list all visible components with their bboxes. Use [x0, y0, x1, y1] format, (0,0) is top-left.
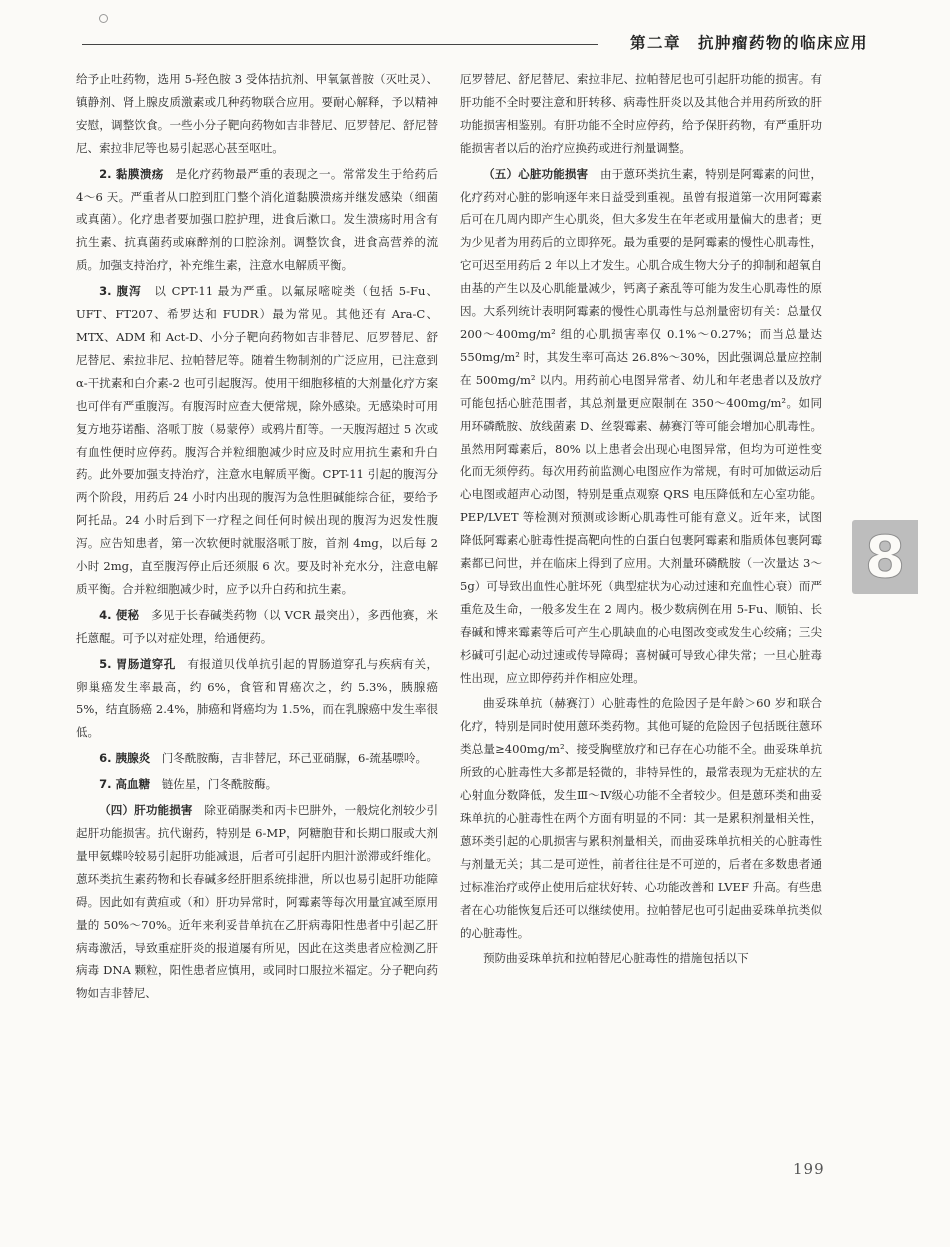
- running-header: [82, 31, 868, 55]
- section-heading: 6. 胰腺炎: [99, 751, 151, 766]
- paragraph: 预防曲妥珠单抗和拉帕替尼心脏毒性的措施包括以下: [483, 951, 749, 966]
- page-number: 199: [793, 1160, 825, 1178]
- header-rule: [82, 44, 598, 45]
- chapter-title: 第二章 抗肿瘤药物的临床应用: [629, 34, 868, 52]
- section-heading: 4. 便秘: [99, 607, 140, 622]
- section-body: 链佐星，门冬酰胺酶。: [161, 777, 278, 792]
- chapter-number: 8: [864, 523, 906, 591]
- section-body: 由于蒽环类抗生素，特别是阿霉素的问世，化疗药对心脏的影响逐年来日益受到重视。虽曾有报道第一次用阿霉素后可在几周内即产生心肌炎，但大多发生在年老或用量偏大的患者；更为少见者为用药后的立即猝死。最为重要的是阿霉素的慢性心肌毒性，它可迟至用药后 2 年以上才发生。心肌合成生物大分子的抑制和超氧自由基的产生以及心肌能量减少，钙离子紊乱等可能为发生心肌毒性的原因。大系列统计表明阿霉素的慢性心肌毒性与总剂量密切有关：总量仅 200～400mg/m² 组的心肌损害率仅 0.1%～0.27%；而当总量达 550mg/m² 时，其发生率可高达 26.8%～30%，因此强调总量应控制在 500mg/m² 以内。用药前心电图异常者、幼儿和年老患者以及放疗可能包括心脏范围者，其总剂量更应限制在 350～400mg/m²。如同用环磷酰胺、放线菌素 D、丝裂霉素、赫赛汀等可能会增加心肌毒性。虽然用阿霉素后，80% 以上患者会出现心电图异常，但均为可逆性变化而无须停药。每次用药前监测心电图应作为常规，有时可加做运动后心电图或超声心动图，特别是重点观察 QRS 电压降低和左心室功能。PEP/LVET 等检测对预测或诊断心肌毒性可能有意义。近年来，试图降低阿霉素心脏毒性提高靶向性的白蛋白包裹阿霉素和脂质体包裹阿霉素都已问世，并在临床上得到了应用。大剂量环磷酰胺（一次量达 3～5g）可导致出血性心脏坏死（典型症状为心动过速和充血性心衰）而严重危及生命，一般多发生在 2 周内。极少数病例在用 5-Fu、顺铂、长春碱和博来霉素等后可产生心肌缺血的心电图改变或发生心绞痛；三尖杉碱可引起心动过速或传导障碍；喜树碱可导致心律失常；一旦心脏毒性出现，应立即停药并作相应处理。: [460, 166, 823, 685]
- section-body: 除亚硝脲类和丙卡巴肼外，一般烷化剂较少引起肝功能损害。抗代谢药，特别是 6-MP，阿糖胞苷和长期口服或大剂量甲氨蝶呤较易引起肝功能减退，后者可引起肝内胆汁淤滞或纤维化。蒽环类抗生素药物和长春碱多经肝胆系统排泄，所以也易引起肝功能障碍。因此如有黄疸或（和）肝功异常时，阿霉素等每次用量宜减至原用量的 50%～70%。近年来利妥昔单抗在乙肝病毒阳性患者中引起乙肝病毒激活，导致重症肝炎的报道屡有所见，因此在这类患者应检测乙肝病毒 DNA 颗粒，阳性患者应慎用，或同时口服拉米福定。分子靶向药物如吉非替尼、: [76, 803, 439, 1001]
- section-body: 有报道贝伐单抗引起的胃肠道穿孔与疾病有关，卵巢癌发生率最高，约 6%，食管和胃癌次之，约 5.3%，胰腺癌 5%，结直肠癌 2.4%，肺癌和肾癌均为 1.5%，而在乳腺癌中发生率很低。: [76, 656, 439, 740]
- section-heading: （四）肝功能损害: [99, 803, 193, 818]
- section-heading: 7. 高血糖: [99, 777, 151, 792]
- section-cardiac-damage: [460, 163, 822, 690]
- section-heading: 5. 胃肠道穿孔: [99, 656, 176, 671]
- section-body: 以 CPT-11 最为严重。以氟尿嘧啶类（包括 5-Fu、UFT、FT207、希罗达和 FUDR）最为常见。其他还有 Ara-C、MTX、ADM 和 Act-D、小分子靶向药物如吉非替尼、厄罗替尼、舒尼替尼、索拉非尼、拉帕替尼等。随着生物制剂的广泛应用，已注意到 α-干扰素和白介素-2 也可引起腹泻。使用干细胞移植的大剂量化疗方案也可伴有严重腹泻。有腹泻时应查大便常规，除外感染。无感染时可用复方地芬诺酯、洛哌丁胺（易蒙停）或鸦片酊等。一天腹泻超过 5 次或有血性便时应停药。腹泻合并粒细胞减少时应及时应用抗生素和升白药。此外要加强支持治疗，注意水电解质平衡。CPT-11 引起的腹泻分两个阶段，用药后 24 小时内出现的腹泻为急性胆碱能综合征，要给予阿托品。24 小时后到下一疗程之间任何时候出现的腹泻为迟发性腹泻。应告知患者，第一次软便时就服洛哌丁胺，首剂 4mg，以后每 2 小时 2mg，直至腹泻停止后还须服 6 次。要及时补充水分，注意电解质平衡。合并粒细胞减少时，应予以升白药和抗生素。: [76, 284, 439, 596]
- right-column: [460, 68, 822, 970]
- section-heading: 3. 腹泻: [99, 284, 142, 299]
- paragraph: 给予止吐药物，选用 5-羟色胺 3 受体拮抗剂、甲氧氯普胺（灭吐灵）、镇静剂、肾上腺皮质激素或几种药物联合应用。要耐心解释，予以精神安慰，调整饮食。一些小分子靶向药物如吉非替尼、厄罗替尼、舒尼替尼、索拉非尼等也易引起恶心甚至呕吐。: [76, 72, 438, 155]
- chapter-thumb-tab: [852, 520, 918, 594]
- paragraph: 厄罗替尼、舒尼替尼、索拉非尼、拉帕替尼也可引起肝功能的损害。有肝功能不全时要注意和肝转移、病毒性肝炎以及其他合并用药所致的肝功能损害相鉴别。有肝功能不全时应停药，给予保肝药物，有严重肝功能损害者以后的治疗应换药或进行剂量调整。: [460, 72, 822, 155]
- section-mucositis: [76, 163, 438, 278]
- section-diarrhea: [76, 280, 438, 601]
- section-hyperglycemia: [76, 773, 438, 796]
- section-body: 门冬酰胺酶，吉非替尼，环己亚硝脲，6-巯基嘌呤。: [161, 751, 428, 766]
- left-column: [76, 68, 438, 1005]
- section-heading: 2. 黏膜溃疡: [99, 166, 164, 181]
- section-constipation: [76, 604, 438, 650]
- section-body: 多见于长春碱类药物（以 VCR 最突出），多西他赛，米托蒽醌。可予以对症处理，给通便药。: [76, 607, 439, 645]
- section-pancreatitis: [76, 747, 438, 770]
- section-body: 是化疗药物最严重的表现之一。常常发生于给药后 4～6 天。严重者从口腔到肛门整个消化道黏膜溃疡并继发感染（细菌或真菌）。化疗患者要加强口腔护理，进食后漱口。发生溃疡时用含有抗生素、抗真菌药或麻醉剂的口腔涂剂。调整饮食，进食高营养的流质。加强支持治疗，补充维生素，注意水电解质平衡。: [76, 166, 438, 273]
- binding-hole-mark: [99, 14, 108, 23]
- paragraph: 曲妥珠单抗（赫赛汀）心脏毒性的危险因子是年龄＞60 岁和联合化疗，特别是同时使用蒽环类药物。其他可疑的危险因子包括既往蒽环类总量≥400mg/m²、接受胸壁放疗和已存在心功能不全。曲妥珠单抗所致的心脏毒性大多都是轻微的，非特异性的，最常表现为无症状的左心射血分数降低，发生Ⅲ～Ⅳ级心功能不全者较少。但是蒽环类和曲妥珠单抗的心脏毒性在两个方面有明显的不同：其一是累积剂量相关性，蒽环类引起的心肌损害与累积剂量相关，而曲妥珠单抗相关的心脏毒性与剂量无关；其二是可逆性，前者往往是不可逆的，后者在多数患者通过标准治疗或停止使用后症状好转、心功能改善和 LVEF 升高。有些患者在心功能恢复后还可以继续使用。拉帕替尼也可引起曲妥珠单抗类似的心脏毒性。: [460, 696, 822, 940]
- section-gi-perforation: [76, 653, 438, 745]
- section-heading: （五）心脏功能损害: [483, 166, 589, 181]
- section-liver-damage: [76, 799, 438, 1005]
